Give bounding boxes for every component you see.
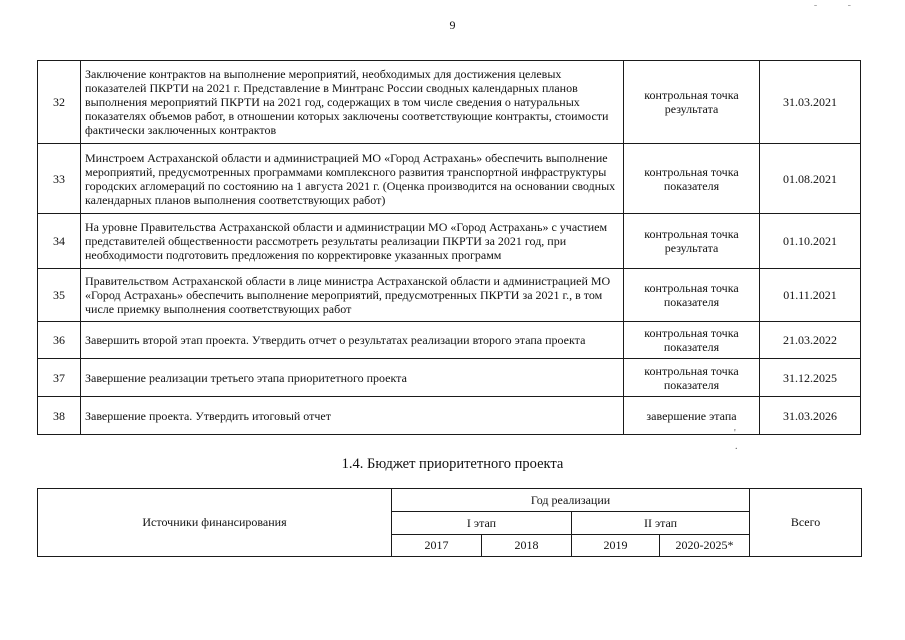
task-description: Завершить второй этап проекта. Утвердить отчет о результатах реализации второго этапа проекта [81, 322, 624, 359]
task-type: контрольная точка показателя [624, 144, 760, 214]
row-number: 32 [38, 61, 81, 144]
scan-mark: - - [813, 0, 865, 11]
task-type: контрольная точка показателя [624, 269, 760, 322]
table-row [38, 397, 861, 435]
row-number: 36 [38, 322, 81, 359]
task-description: Завершение проекта. Утвердить итоговый отчет [81, 397, 624, 435]
task-type: контрольная точка результата [624, 61, 760, 144]
table-row [38, 144, 861, 214]
year-cell: 2017 [392, 535, 482, 557]
milestones-table [37, 60, 861, 435]
task-date: 01.10.2021 [760, 214, 861, 269]
task-type: контрольная точка результата [624, 214, 760, 269]
row-number: 35 [38, 269, 81, 322]
row-number: 37 [38, 359, 81, 397]
task-description: Завершение реализации третьего этапа приоритетного проекта [81, 359, 624, 397]
task-date: 31.03.2026 [760, 397, 861, 435]
scan-speck: ' [734, 428, 736, 439]
total-header: Всего [750, 489, 862, 557]
task-type: контрольная точка показателя [624, 359, 760, 397]
task-date: 01.08.2021 [760, 144, 861, 214]
table-row [38, 359, 861, 397]
row-number: 38 [38, 397, 81, 435]
task-date: 21.03.2022 [760, 322, 861, 359]
year-cell: 2020-2025* [660, 535, 750, 557]
budget-table [37, 488, 862, 557]
year-cell: 2019 [572, 535, 660, 557]
page-number: 9 [449, 18, 456, 32]
task-description: Минстроем Астраханской области и администрацией МО «Город Астрахань» обеспечить выполнение мероприятий, предусмотренных программами комплексного развития транспортной инфраструктуры городских агломераций по состоянию на 1 августа 2021 г. (Оценка производится на основании сводных календарных планов выполнения соответствующих работ) [81, 144, 624, 214]
task-description: На уровне Правительства Астраханской области и администрации МО «Город Астрахань» с участием представителей общественности рассмотреть результаты реализации ПКРТИ за 2021 год, при необходимости подготовить предложения по корректировке указанных программ [81, 214, 624, 269]
budget-section-title: 1.4. Бюджет приоритетного проекта [341, 456, 564, 472]
scan-speck: . [735, 441, 738, 452]
year-header: Год реализации [392, 489, 750, 512]
year-cell: 2018 [482, 535, 572, 557]
table-row [38, 269, 861, 322]
table-row [38, 322, 861, 359]
task-date: 01.11.2021 [760, 269, 861, 322]
table-row [38, 489, 862, 512]
table-row [38, 214, 861, 269]
sources-header: Источники финансирования [38, 489, 392, 557]
task-description: Правительством Астраханской области в лице министра Астраханской области и администрацией МО «Город Астрахань» обеспечить выполнение мероприятий, предусмотренных ПКРТИ за 2021 г., в том числе приемку выполнения соответствующих работ [81, 269, 624, 322]
task-type: контрольная точка показателя [624, 322, 760, 359]
task-date: 31.03.2021 [760, 61, 861, 144]
task-description: Заключение контрактов на выполнение мероприятий, необходимых для достижения целевых показателей ПКРТИ на 2021 г. Представление в Минтранс России сводных календарных планов выполнения мероприятий ПКРТИ на 2021 год, содержащих в том числе сведения о натуральных показателях объемов работ, в отношении которых заключены соответствующие контракты, стоимости фактически заключенных контрактов [81, 61, 624, 144]
stage-2-header: II этап [572, 512, 750, 535]
task-type: завершение этапа [624, 397, 760, 435]
row-number: 34 [38, 214, 81, 269]
task-date: 31.12.2025 [760, 359, 861, 397]
table-row [38, 61, 861, 144]
stage-1-header: I этап [392, 512, 572, 535]
row-number: 33 [38, 144, 81, 214]
